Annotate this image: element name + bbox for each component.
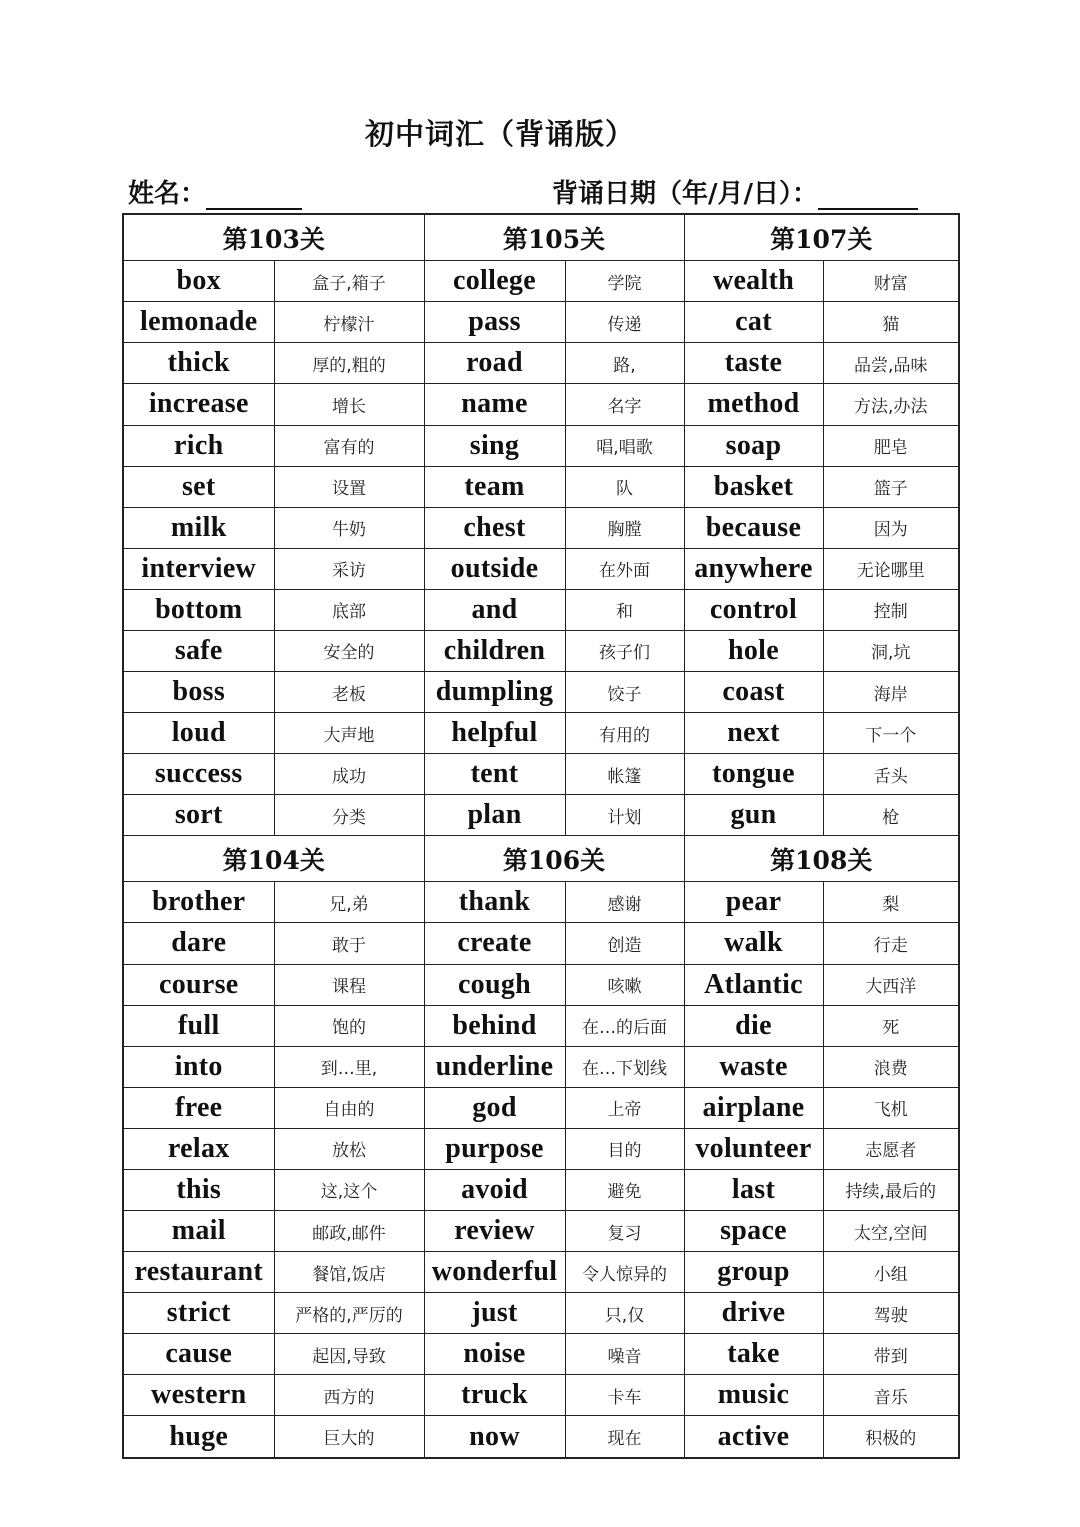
chinese-meaning: 采访 <box>274 548 424 589</box>
chinese-meaning: 在…的后面 <box>565 1005 684 1046</box>
english-word: last <box>684 1169 823 1210</box>
chinese-meaning: 积极的 <box>823 1416 959 1458</box>
chinese-meaning: 分类 <box>274 795 424 836</box>
english-word: sort <box>123 795 274 836</box>
chinese-meaning: 牛奶 <box>274 507 424 548</box>
english-word: underline <box>424 1046 565 1087</box>
chinese-meaning: 目的 <box>565 1128 684 1169</box>
word-row <box>123 425 959 466</box>
chinese-meaning: 唱,唱歌 <box>565 425 684 466</box>
english-word: road <box>424 343 565 384</box>
chinese-meaning: 成功 <box>274 754 424 795</box>
english-word: relax <box>123 1128 274 1169</box>
english-word: huge <box>123 1416 274 1458</box>
english-word: now <box>424 1416 565 1458</box>
chinese-meaning: 卡车 <box>565 1375 684 1416</box>
chinese-meaning: 猫 <box>823 302 959 343</box>
chinese-meaning: 安全的 <box>274 630 424 671</box>
english-word: noise <box>424 1334 565 1375</box>
english-word: and <box>424 589 565 630</box>
word-row <box>123 923 959 964</box>
vocab-table <box>122 213 960 1459</box>
chinese-meaning: 柠檬汁 <box>274 302 424 343</box>
english-word: restaurant <box>123 1252 274 1293</box>
section-header-row <box>123 214 959 261</box>
chinese-meaning: 起因,导致 <box>274 1334 424 1375</box>
chinese-meaning: 带到 <box>823 1334 959 1375</box>
chinese-meaning: 课程 <box>274 964 424 1005</box>
english-word: die <box>684 1005 823 1046</box>
chinese-meaning: 舌头 <box>823 754 959 795</box>
chinese-meaning: 上帝 <box>565 1087 684 1128</box>
english-word: boss <box>123 671 274 712</box>
date-label: 背诵日期（年/月/日）： <box>552 179 818 209</box>
english-word: box <box>123 261 274 302</box>
chinese-meaning: 咳嗽 <box>565 964 684 1005</box>
chinese-meaning: 小组 <box>823 1252 959 1293</box>
english-word: college <box>424 261 565 302</box>
chinese-meaning: 因为 <box>823 507 959 548</box>
english-word: soap <box>684 425 823 466</box>
chinese-meaning: 现在 <box>565 1416 684 1458</box>
english-word: just <box>424 1293 565 1334</box>
english-word: set <box>123 466 274 507</box>
chinese-meaning: 增长 <box>274 384 424 425</box>
english-word: children <box>424 630 565 671</box>
chinese-meaning: 巨大的 <box>274 1416 424 1458</box>
english-word: thank <box>424 882 565 923</box>
chinese-meaning: 胸膛 <box>565 507 684 548</box>
english-word: interview <box>123 548 274 589</box>
english-word: dare <box>123 923 274 964</box>
english-word: purpose <box>424 1128 565 1169</box>
chinese-meaning: 老板 <box>274 671 424 712</box>
english-word: pear <box>684 882 823 923</box>
english-word: basket <box>684 466 823 507</box>
word-row <box>123 343 959 384</box>
english-word: gun <box>684 795 823 836</box>
chinese-meaning: 控制 <box>823 589 959 630</box>
english-word: waste <box>684 1046 823 1087</box>
english-word: brother <box>123 882 274 923</box>
word-row <box>123 1046 959 1087</box>
english-word: avoid <box>424 1169 565 1210</box>
english-word: wonderful <box>424 1252 565 1293</box>
level-title: 第107关 <box>684 214 959 261</box>
english-word: cause <box>123 1334 274 1375</box>
english-word: drive <box>684 1293 823 1334</box>
english-word: cat <box>684 302 823 343</box>
word-row <box>123 1087 959 1128</box>
english-word: dumpling <box>424 671 565 712</box>
word-row <box>123 261 959 302</box>
chinese-meaning: 设置 <box>274 466 424 507</box>
english-word: space <box>684 1210 823 1251</box>
english-word: plan <box>424 795 565 836</box>
english-word: western <box>123 1375 274 1416</box>
name-label: 姓名： <box>128 179 207 209</box>
chinese-meaning: 下一个 <box>823 713 959 754</box>
english-word: hole <box>684 630 823 671</box>
chinese-meaning: 餐馆,饭店 <box>274 1252 424 1293</box>
english-word: Atlantic <box>684 964 823 1005</box>
english-word: review <box>424 1210 565 1251</box>
word-row <box>123 882 959 923</box>
word-row <box>123 302 959 343</box>
chinese-meaning: 避免 <box>565 1169 684 1210</box>
chinese-meaning: 孩子们 <box>565 630 684 671</box>
chinese-meaning: 太空,空间 <box>823 1210 959 1251</box>
word-row <box>123 1128 959 1169</box>
chinese-meaning: 持续,最后的 <box>823 1169 959 1210</box>
chinese-meaning: 品尝,品味 <box>823 343 959 384</box>
english-word: take <box>684 1334 823 1375</box>
word-row <box>123 548 959 589</box>
english-word: course <box>123 964 274 1005</box>
word-row <box>123 1169 959 1210</box>
chinese-meaning: 饺子 <box>565 671 684 712</box>
chinese-meaning: 令人惊异的 <box>565 1252 684 1293</box>
chinese-meaning: 路, <box>565 343 684 384</box>
chinese-meaning: 只,仅 <box>565 1293 684 1334</box>
chinese-meaning: 到…里, <box>274 1046 424 1087</box>
chinese-meaning: 自由的 <box>274 1087 424 1128</box>
chinese-meaning: 财富 <box>823 261 959 302</box>
english-word: strict <box>123 1293 274 1334</box>
word-row <box>123 630 959 671</box>
level-title: 第108关 <box>684 836 959 882</box>
word-row <box>123 1293 959 1334</box>
english-word: thick <box>123 343 274 384</box>
chinese-meaning: 复习 <box>565 1210 684 1251</box>
word-row <box>123 1375 959 1416</box>
word-row <box>123 1210 959 1251</box>
english-word: mail <box>123 1210 274 1251</box>
english-word: name <box>424 384 565 425</box>
chinese-meaning: 盒子,箱子 <box>274 261 424 302</box>
chinese-meaning: 帐篷 <box>565 754 684 795</box>
english-word: wealth <box>684 261 823 302</box>
english-word: tent <box>424 754 565 795</box>
chinese-meaning: 邮政,邮件 <box>274 1210 424 1251</box>
chinese-meaning: 志愿者 <box>823 1128 959 1169</box>
chinese-meaning: 飞机 <box>823 1087 959 1128</box>
english-word: truck <box>424 1375 565 1416</box>
english-word: cough <box>424 964 565 1005</box>
word-row <box>123 754 959 795</box>
english-word: into <box>123 1046 274 1087</box>
english-word: success <box>123 754 274 795</box>
word-row <box>123 795 959 836</box>
name-blank[interactable] <box>206 182 302 210</box>
word-row <box>123 466 959 507</box>
word-row <box>123 507 959 548</box>
english-word: sing <box>424 425 565 466</box>
english-word: milk <box>123 507 274 548</box>
english-word: free <box>123 1087 274 1128</box>
chinese-meaning: 计划 <box>565 795 684 836</box>
word-row <box>123 964 959 1005</box>
english-word: helpful <box>424 713 565 754</box>
chinese-meaning: 枪 <box>823 795 959 836</box>
chinese-meaning: 富有的 <box>274 425 424 466</box>
chinese-meaning: 梨 <box>823 882 959 923</box>
english-word: coast <box>684 671 823 712</box>
chinese-meaning: 严格的,严厉的 <box>274 1293 424 1334</box>
date-blank[interactable] <box>818 182 918 210</box>
chinese-meaning: 西方的 <box>274 1375 424 1416</box>
english-word: loud <box>123 713 274 754</box>
english-word: create <box>424 923 565 964</box>
english-word: tongue <box>684 754 823 795</box>
chinese-meaning: 这,这个 <box>274 1169 424 1210</box>
english-word: group <box>684 1252 823 1293</box>
page-title: 初中词汇（背诵版） <box>364 117 635 151</box>
chinese-meaning: 有用的 <box>565 713 684 754</box>
chinese-meaning: 浪费 <box>823 1046 959 1087</box>
english-word: pass <box>424 302 565 343</box>
english-word: volunteer <box>684 1128 823 1169</box>
chinese-meaning: 方法,办法 <box>823 384 959 425</box>
english-word: taste <box>684 343 823 384</box>
chinese-meaning: 感谢 <box>565 882 684 923</box>
date-field[interactable] <box>552 170 918 210</box>
chinese-meaning: 厚的,粗的 <box>274 343 424 384</box>
chinese-meaning: 和 <box>565 589 684 630</box>
chinese-meaning: 肥皂 <box>823 425 959 466</box>
english-word: lemonade <box>123 302 274 343</box>
chinese-meaning: 兄,弟 <box>274 882 424 923</box>
english-word: active <box>684 1416 823 1458</box>
chinese-meaning: 队 <box>565 466 684 507</box>
english-word: walk <box>684 923 823 964</box>
english-word: music <box>684 1375 823 1416</box>
chinese-meaning: 海岸 <box>823 671 959 712</box>
chinese-meaning: 在…下划线 <box>565 1046 684 1087</box>
english-word: control <box>684 589 823 630</box>
section-header-row <box>123 836 959 882</box>
english-word: full <box>123 1005 274 1046</box>
english-word: this <box>123 1169 274 1210</box>
chinese-meaning: 名字 <box>565 384 684 425</box>
word-row <box>123 1334 959 1375</box>
chinese-meaning: 噪音 <box>565 1334 684 1375</box>
english-word: god <box>424 1087 565 1128</box>
level-title: 第103关 <box>123 214 424 261</box>
english-word: team <box>424 466 565 507</box>
chinese-meaning: 行走 <box>823 923 959 964</box>
english-word: outside <box>424 548 565 589</box>
level-title: 第106关 <box>424 836 684 882</box>
chinese-meaning: 大西洋 <box>823 964 959 1005</box>
english-word: anywhere <box>684 548 823 589</box>
english-word: safe <box>123 630 274 671</box>
word-row <box>123 1416 959 1458</box>
chinese-meaning: 篮子 <box>823 466 959 507</box>
english-word: next <box>684 713 823 754</box>
chinese-meaning: 饱的 <box>274 1005 424 1046</box>
word-row <box>123 589 959 630</box>
word-row <box>123 1252 959 1293</box>
word-row <box>123 713 959 754</box>
chinese-meaning: 底部 <box>274 589 424 630</box>
english-word: behind <box>424 1005 565 1046</box>
english-word: chest <box>424 507 565 548</box>
chinese-meaning: 音乐 <box>823 1375 959 1416</box>
english-word: airplane <box>684 1087 823 1128</box>
chinese-meaning: 在外面 <box>565 548 684 589</box>
english-word: rich <box>123 425 274 466</box>
chinese-meaning: 驾驶 <box>823 1293 959 1334</box>
word-row <box>123 384 959 425</box>
chinese-meaning: 创造 <box>565 923 684 964</box>
word-row <box>123 671 959 712</box>
english-word: increase <box>123 384 274 425</box>
chinese-meaning: 洞,坑 <box>823 630 959 671</box>
name-field[interactable] <box>128 170 302 210</box>
level-title: 第104关 <box>123 836 424 882</box>
chinese-meaning: 学院 <box>565 261 684 302</box>
level-title: 第105关 <box>424 214 684 261</box>
chinese-meaning: 放松 <box>274 1128 424 1169</box>
word-row <box>123 1005 959 1046</box>
chinese-meaning: 无论哪里 <box>823 548 959 589</box>
english-word: bottom <box>123 589 274 630</box>
chinese-meaning: 死 <box>823 1005 959 1046</box>
chinese-meaning: 传递 <box>565 302 684 343</box>
chinese-meaning: 大声地 <box>274 713 424 754</box>
chinese-meaning: 敢于 <box>274 923 424 964</box>
english-word: method <box>684 384 823 425</box>
english-word: because <box>684 507 823 548</box>
